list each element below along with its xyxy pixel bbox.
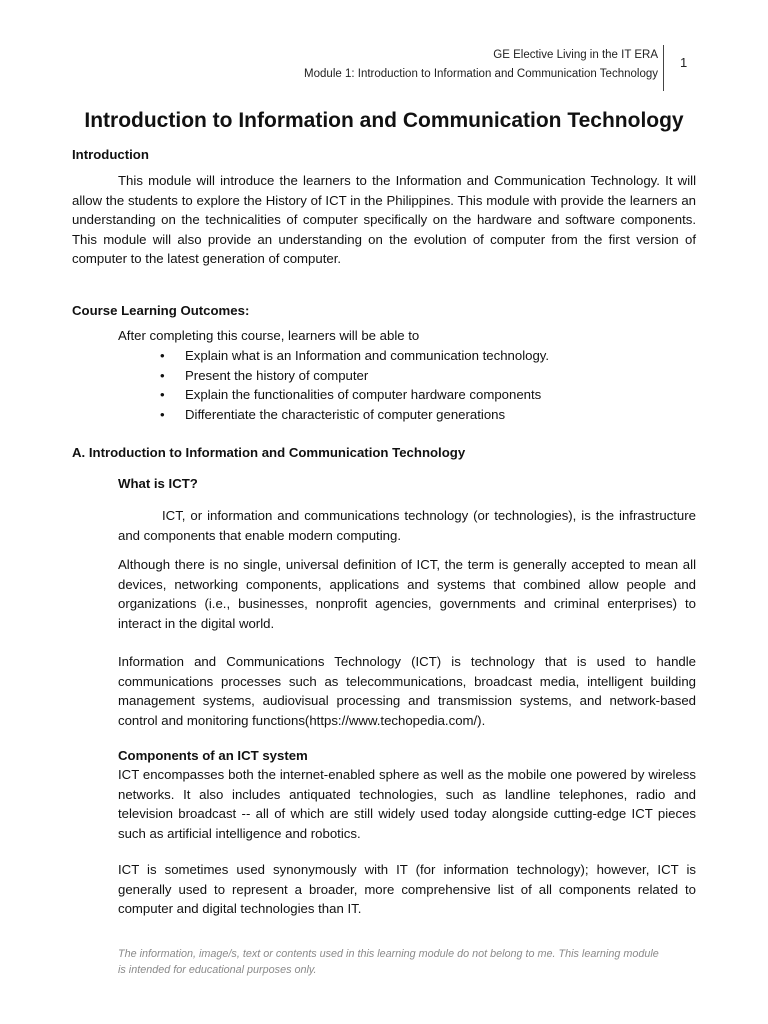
components-paragraph-2: ICT is sometimes used synonymously with IT (for information technology); however, ICT is generally used to represent a broader, more comprehensive list of all components related to computer and digital technologies than IT. [118,862,696,916]
list-item: • Explain the functionalities of computer hardware components [160,385,549,405]
introduction-heading: Introduction [72,147,149,162]
components-paragraph-1: ICT encompasses both the internet-enabled sphere as well as the mobile one powered by wireless networks. It also includes antiquated technologies, such as landline telephones, radio and television broadcast -- all of which are still widely used today alongside cutting-edge ICT pieces such as artificial intelligence and robotics. [118,767,696,841]
page-title: Introduction to Information and Communication Technology [84,109,684,132]
what-is-ict-heading: What is ICT? [118,476,198,491]
bullet-icon: • [160,407,165,423]
introduction-paragraph: This module will introduce the learners to the Information and Communication Technology. It will allow the students to explore the History of ICT in the Philippines. This module with provide the learners an understanding on the technicalities of computer specifically on the hardware and software components. This module will also provide an understanding on the evolution of computer from the first version of computer to the latest generation of computer. [72,173,696,266]
bullet-icon: • [160,367,165,383]
what-is-ict-paragraph-2: Although there is no single, universal definition of ICT, the term is generally accepted to mean all devices, networking components, applications and systems that combined allow people and organizations (i.e., businesses, nonprofit agencies, governments and criminal enterprises) to interact in the digital world. [118,557,696,631]
outcomes-lead: After completing this course, learners will be able to [118,328,420,343]
header-course: GE Elective Living in the IT ERA [493,49,658,61]
list-item: • Differentiate the characteristic of computer generations [160,405,549,425]
list-item: • Explain what is an Information and communication technology. [160,346,549,366]
outcomes-list [160,346,549,425]
what-is-ict-paragraph-1: ICT, or information and communications technology (or technologies), is the infrastructure and components that enable modern computing. [118,508,696,543]
header-divider [663,45,664,91]
list-item: • Present the history of computer [160,366,549,386]
header-module: Module 1: Introduction to Information and Communication Technology [304,68,658,80]
footer-disclaimer: The information, image/s, text or contents used in this learning module do not belong to me. This learning module is intended for educational purposes only. [118,948,659,976]
running-header [304,46,658,84]
what-is-ict-paragraph-3: Information and Communications Technology (ICT) is technology that is used to handle communications processes such as telecommunications, broadcast media, intelligent building management systems, audiovisual processing and transmission systems, and network-based control and monitoring functions(https://www.techopedia.com/). [118,654,696,728]
bullet-icon: • [160,348,165,363]
page-number: 1 [680,55,688,70]
outcomes-heading: Course Learning Outcomes: [72,303,250,318]
bullet-icon: • [160,387,165,403]
components-heading: Components of an ICT system [118,748,308,763]
section-a-heading: A. Introduction to Information and Communication Technology [72,445,466,460]
